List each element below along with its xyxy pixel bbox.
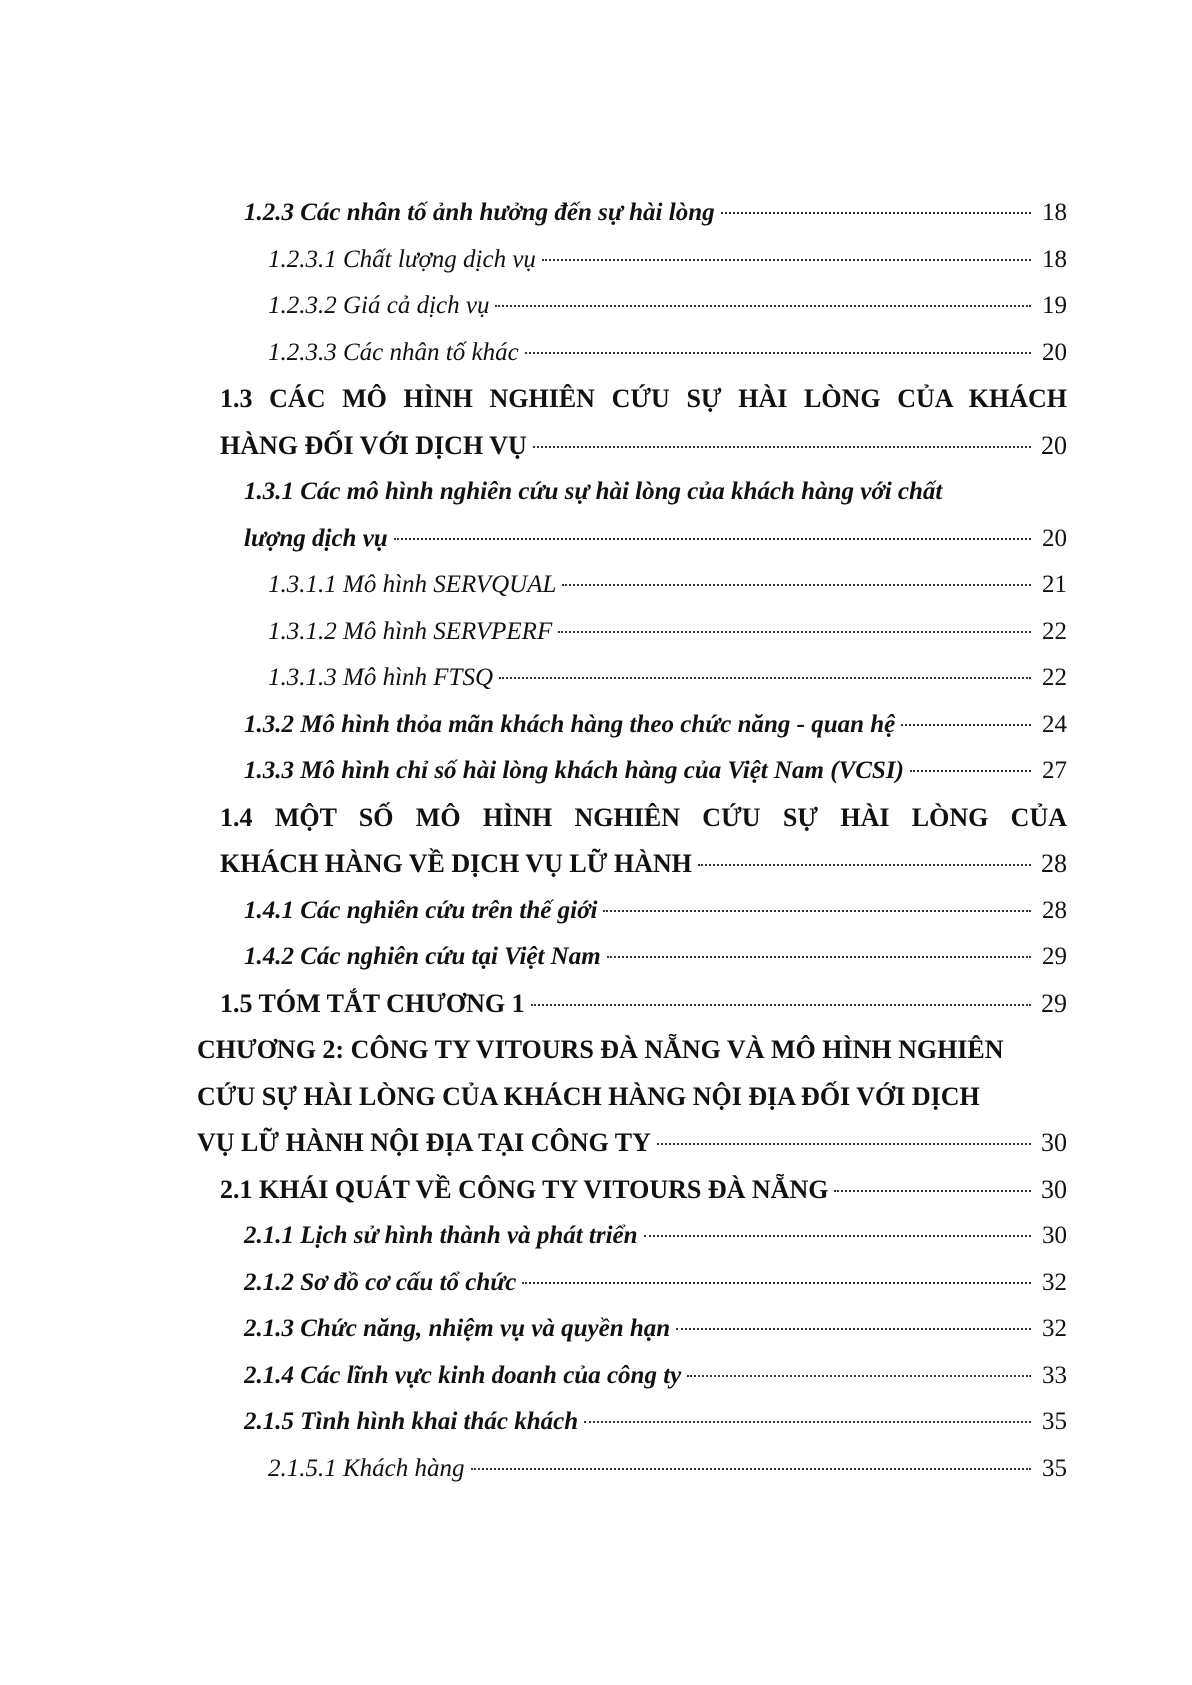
toc-leader-dots — [901, 724, 1031, 726]
toc-page-number: 20 — [1042, 338, 1067, 366]
toc-entry-1-4-2[interactable] — [244, 934, 1067, 981]
toc-entry-title: 2.1 KHÁI QUÁT VỀ CÔNG TY VITOURS ĐÀ NẴNG — [220, 1174, 829, 1204]
toc-entry-1-2-3[interactable] — [244, 190, 1067, 237]
toc-leader-dots — [834, 1190, 1031, 1192]
toc-page-number: 28 — [1041, 849, 1067, 878]
toc-entry-title: 1.5 TÓM TẮT CHƯƠNG 1 — [220, 988, 525, 1018]
toc-entry-1-3-1-1[interactable] — [268, 562, 1067, 609]
toc-leader-dots — [687, 1375, 1031, 1377]
toc-page-number: 33 — [1042, 1361, 1067, 1389]
toc-leader-dots — [533, 446, 1031, 448]
toc-leader-dots — [562, 584, 1031, 586]
toc-entry-title-line: 1.3.1 Các mô hình nghiên cứu sự hài lòng của khách hàng với chất — [244, 478, 943, 505]
toc-leader-dots — [495, 305, 1031, 307]
toc-leader-dots — [607, 956, 1031, 958]
toc-page-number: 22 — [1042, 664, 1067, 691]
toc-entry-title: 1.2.3.3 Các nhân tố khác — [268, 338, 519, 366]
toc-page-number: 30 — [1041, 1128, 1067, 1157]
toc-leader-dots — [721, 212, 1031, 214]
toc-entry-1-4-1[interactable] — [244, 888, 1067, 935]
toc-entry-1-3[interactable] — [220, 376, 1067, 469]
toc-page-number: 20 — [1042, 524, 1067, 552]
toc-page-number: 18 — [1042, 199, 1067, 226]
toc-entry-2-1-2[interactable] — [244, 1260, 1067, 1307]
toc-entry-title: 1.3.1.2 Mô hình SERVPERF — [268, 617, 553, 645]
toc-entry-1-5[interactable] — [220, 981, 1067, 1028]
toc-entry-title: 1.2.3.1 Chất lượng dịch vụ — [268, 245, 536, 273]
toc-entry-title: HÀNG ĐỐI VỚI DỊCH VỤ — [220, 430, 527, 460]
toc-leader-dots — [499, 677, 1031, 679]
toc-page-number: 22 — [1042, 617, 1067, 645]
toc-leader-dots — [657, 1143, 1031, 1145]
toc-entry-title-line: 1.4 MỘT SỐ MÔ HÌNH NGHIÊN CỨU SỰ HÀI LÒNG CỦA — [220, 802, 1067, 832]
toc-entry-1-4[interactable] — [220, 795, 1067, 888]
toc-leader-dots — [542, 259, 1031, 261]
toc-page-number: 20 — [1041, 430, 1067, 460]
toc-page-number: 28 — [1042, 896, 1067, 924]
toc-page-number: 32 — [1042, 1268, 1067, 1296]
toc-entry-2-1[interactable] — [220, 1167, 1067, 1214]
toc-entry-title: lượng dịch vụ — [244, 524, 388, 552]
toc-page-number: 32 — [1042, 1315, 1067, 1342]
toc-leader-dots — [531, 1004, 1031, 1006]
toc-page-number: 29 — [1041, 988, 1067, 1018]
toc-entry-2-1-3[interactable] — [244, 1306, 1067, 1353]
toc-entry-1-3-1[interactable] — [244, 469, 1067, 562]
toc-entry-1-3-1-2[interactable] — [268, 609, 1067, 656]
toc-entry-2-1-4[interactable] — [244, 1353, 1067, 1400]
toc-entry-title: 1.2.3.2 Giá cả dịch vụ — [268, 292, 490, 319]
toc-entry-1-2-3-3[interactable] — [268, 330, 1067, 377]
toc-entry-title: 1.4.1 Các nghiên cứu trên thế giới — [244, 896, 598, 924]
toc-entry-title: 2.1.5.1 Khách hàng — [268, 1454, 465, 1482]
toc-page-number: 29 — [1042, 943, 1067, 970]
toc-entry-chapter-2[interactable] — [197, 1027, 1067, 1167]
toc-entry-1-3-1-3[interactable] — [268, 655, 1067, 702]
toc-entry-title-line: CHƯƠNG 2: CÔNG TY VITOURS ĐÀ NẴNG VÀ MÔ HÌNH NGHIÊN — [197, 1035, 1004, 1064]
toc-page-number: 24 — [1042, 710, 1067, 738]
toc-entry-title: VỤ LỮ HÀNH NỘI ĐỊA TẠI CÔNG TY — [197, 1128, 651, 1157]
toc-entry-1-3-2[interactable] — [244, 702, 1067, 749]
toc-page-number: 21 — [1042, 571, 1067, 598]
toc-page-number: 27 — [1042, 757, 1067, 784]
toc-page-number: 35 — [1042, 1408, 1067, 1435]
toc-entry-title: 2.1.2 Sơ đồ cơ cấu tổ chức — [244, 1268, 517, 1296]
toc-entry-title-line: 1.3 CÁC MÔ HÌNH NGHIÊN CỨU SỰ HÀI LÒNG CỦA KHÁCH — [220, 384, 1067, 413]
toc-entry-title: 2.1.3 Chức năng, nhiệm vụ và quyền hạn — [244, 1315, 671, 1342]
toc-entry-1-3-3[interactable] — [244, 748, 1067, 795]
toc-entry-2-1-5[interactable] — [244, 1399, 1067, 1446]
toc-leader-dots — [525, 352, 1031, 354]
toc-leader-dots — [698, 864, 1031, 866]
toc-entry-title: 1.2.3 Các nhân tố ảnh hưởng đến sự hài lòng — [244, 199, 715, 226]
toc-entry-title: 1.3.3 Mô hình chỉ số hài lòng khách hàng của Việt Nam (VCSI) — [244, 757, 904, 784]
toc-entry-title: 1.4.2 Các nghiên cứu tại Việt Nam — [244, 943, 601, 970]
toc-entry-1-2-3-2[interactable] — [268, 283, 1067, 330]
toc-leader-dots — [910, 770, 1031, 772]
toc-leader-dots — [394, 538, 1031, 540]
table-of-contents — [0, 190, 1192, 1492]
toc-entry-title: 2.1.5 Tình hình khai thác khách — [244, 1408, 579, 1435]
toc-leader-dots — [558, 631, 1031, 633]
toc-leader-dots — [676, 1328, 1031, 1330]
toc-entry-2-1-1[interactable] — [244, 1213, 1067, 1260]
toc-entry-title: 2.1.4 Các lĩnh vực kinh doanh của công ty — [244, 1361, 682, 1389]
toc-page-number: 18 — [1042, 245, 1067, 273]
toc-page-number: 30 — [1041, 1174, 1067, 1204]
toc-entry-title: 1.3.1.3 Mô hình FTSQ — [268, 664, 493, 691]
toc-leader-dots — [522, 1282, 1031, 1284]
toc-leader-dots — [471, 1468, 1031, 1470]
toc-page-number: 35 — [1042, 1454, 1067, 1482]
toc-entry-2-1-5-1[interactable] — [268, 1446, 1067, 1493]
toc-entry-title-line: CỨU SỰ HÀI LÒNG CỦA KHÁCH HÀNG NỘI ĐỊA ĐỐI VỚI DỊCH — [197, 1081, 980, 1111]
toc-page-number: 30 — [1042, 1222, 1067, 1249]
toc-leader-dots — [584, 1421, 1031, 1423]
toc-leader-dots — [644, 1235, 1031, 1237]
toc-entry-title: 2.1.1 Lịch sử hình thành và phát triển — [244, 1222, 638, 1249]
toc-leader-dots — [603, 910, 1031, 912]
toc-entry-title: 1.3.2 Mô hình thỏa mãn khách hàng theo chức năng - quan hệ — [244, 710, 896, 738]
toc-page-number: 19 — [1042, 292, 1067, 319]
toc-entry-1-2-3-1[interactable] — [268, 237, 1067, 284]
toc-entry-title: KHÁCH HÀNG VỀ DỊCH VỤ LỮ HÀNH — [220, 849, 692, 878]
toc-entry-title: 1.3.1.1 Mô hình SERVQUAL — [268, 571, 557, 598]
